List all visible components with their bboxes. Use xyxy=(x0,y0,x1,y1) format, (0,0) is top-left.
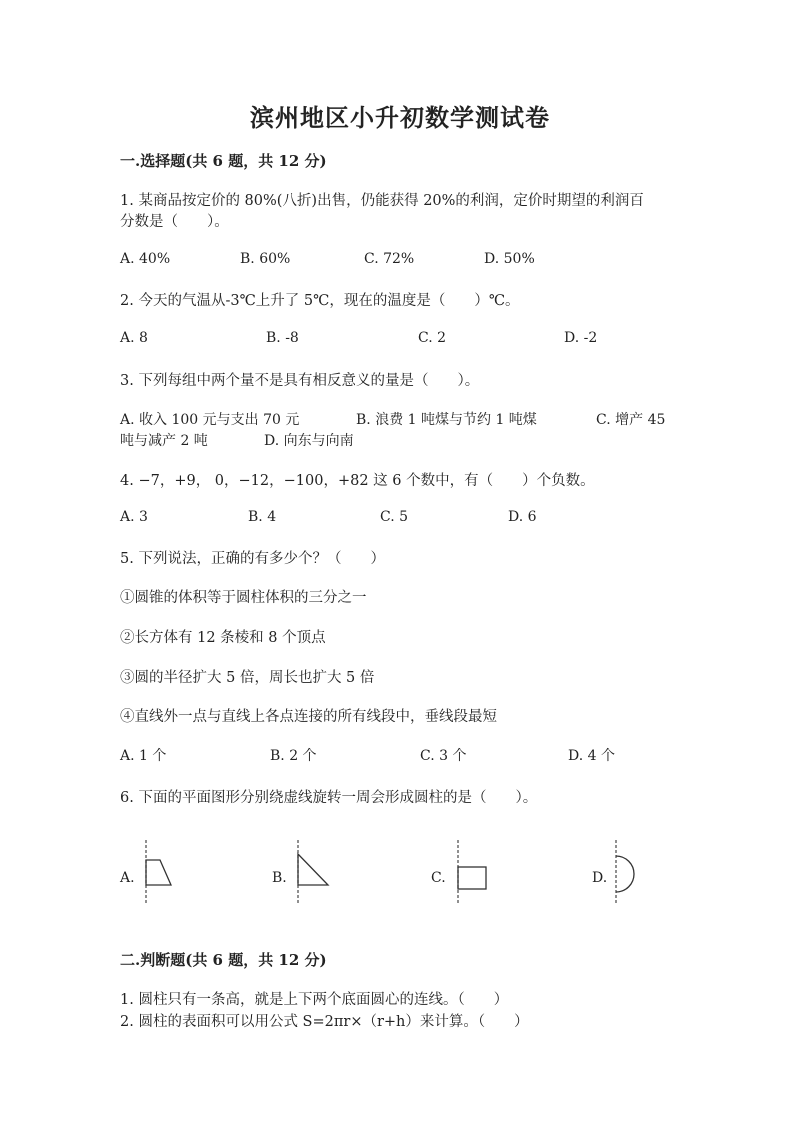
rectangle-figure-icon xyxy=(448,838,492,908)
question-4-text: 4. −7，+9， 0，−12，−100，+82 这 6 个数中，有（ ）个负数。 xyxy=(120,473,595,489)
judge-question-1: 1. 圆柱只有一条高，就是上下两个底面圆心的连线。（ ） xyxy=(120,992,509,1008)
question-4-option-d: D. 6 xyxy=(508,509,537,525)
question-5-statement-3: ③圆的半径扩大 5 倍，周长也扩大 5 倍 xyxy=(120,670,375,686)
question-1-option-c: C. 72% xyxy=(364,251,415,267)
figure-a-label: A. xyxy=(120,870,135,886)
question-5-option-a: A. 1 个 xyxy=(120,748,167,764)
question-1-option-a: A. 40% xyxy=(120,251,171,267)
question-3-option-a: A. 收入 100 元与支出 70 元 xyxy=(120,412,300,428)
figure-c-label: C. xyxy=(431,870,446,886)
question-5-option-c: C. 3 个 xyxy=(420,748,467,764)
section-heading-judge: 二.判断题(共 6 题，共 12 分) xyxy=(120,951,327,969)
question-3-text: 3. 下列每组中两个量不是具有相反意义的量是（ ）。 xyxy=(120,373,480,389)
question-1-text-line2: 分数是（ ）。 xyxy=(120,214,229,230)
question-1-option-d: D. 50% xyxy=(484,251,535,267)
figure-b-label: B. xyxy=(272,870,287,886)
question-2-option-d: D. -2 xyxy=(564,330,598,346)
question-6-text: 6. 下面的平面图形分别绕虚线旋转一周会形成圆柱的是（ ）。 xyxy=(120,790,538,806)
section-heading-choice: 一.选择题(共 6 题，共 12 分) xyxy=(120,152,327,170)
question-4-option-a: A. 3 xyxy=(120,509,148,525)
question-5-statement-2: ②长方体有 12 条棱和 8 个顶点 xyxy=(120,630,326,646)
trapezoid-figure-icon xyxy=(138,838,178,908)
question-2-text: 2. 今天的气温从-3℃上升了 5℃，现在的温度是（ ）℃。 xyxy=(120,293,520,309)
question-3-option-d: D. 向东与向南 xyxy=(264,433,354,449)
question-2-option-c: C. 2 xyxy=(418,330,447,346)
question-4-option-c: C. 5 xyxy=(380,509,409,525)
question-5-option-b: B. 2 个 xyxy=(270,748,317,764)
question-4-option-b: B. 4 xyxy=(248,509,277,525)
page-title: 滨州地区小升初数学测试卷 xyxy=(250,103,550,132)
question-3-option-b: B. 浪费 1 吨煤与节约 1 吨煤 xyxy=(356,412,537,428)
figure-d-label: D. xyxy=(592,870,608,886)
question-2-option-a: A. 8 xyxy=(120,330,148,346)
question-1-option-b: B. 60% xyxy=(240,251,291,267)
question-5-option-d: D. 4 个 xyxy=(568,748,615,764)
question-5-text: 5. 下列说法，正确的有多少个？（ ） xyxy=(120,551,385,567)
question-3-option-c-continued: 吨与减产 2 吨 xyxy=(120,433,208,449)
question-5-statement-4: ④直线外一点与直线上各点连接的所有线段中，垂线段最短 xyxy=(120,709,497,725)
question-3-option-c: C. 增产 45 xyxy=(596,412,666,428)
semicircle-figure-icon xyxy=(604,838,644,908)
question-5-statement-1: ①圆锥的体积等于圆柱体积的三分之一 xyxy=(120,590,367,606)
question-1-text-line1: 1. 某商品按定价的 80%(八折)出售，仍能获得 20%的利润，定价时期望的利润百 xyxy=(120,193,644,209)
triangle-figure-icon xyxy=(290,838,334,908)
judge-question-2: 2. 圆柱的表面积可以用公式 S=2πr×（r+h）来计算。（ ） xyxy=(120,1014,529,1030)
question-2-option-b: B. -8 xyxy=(266,330,299,346)
